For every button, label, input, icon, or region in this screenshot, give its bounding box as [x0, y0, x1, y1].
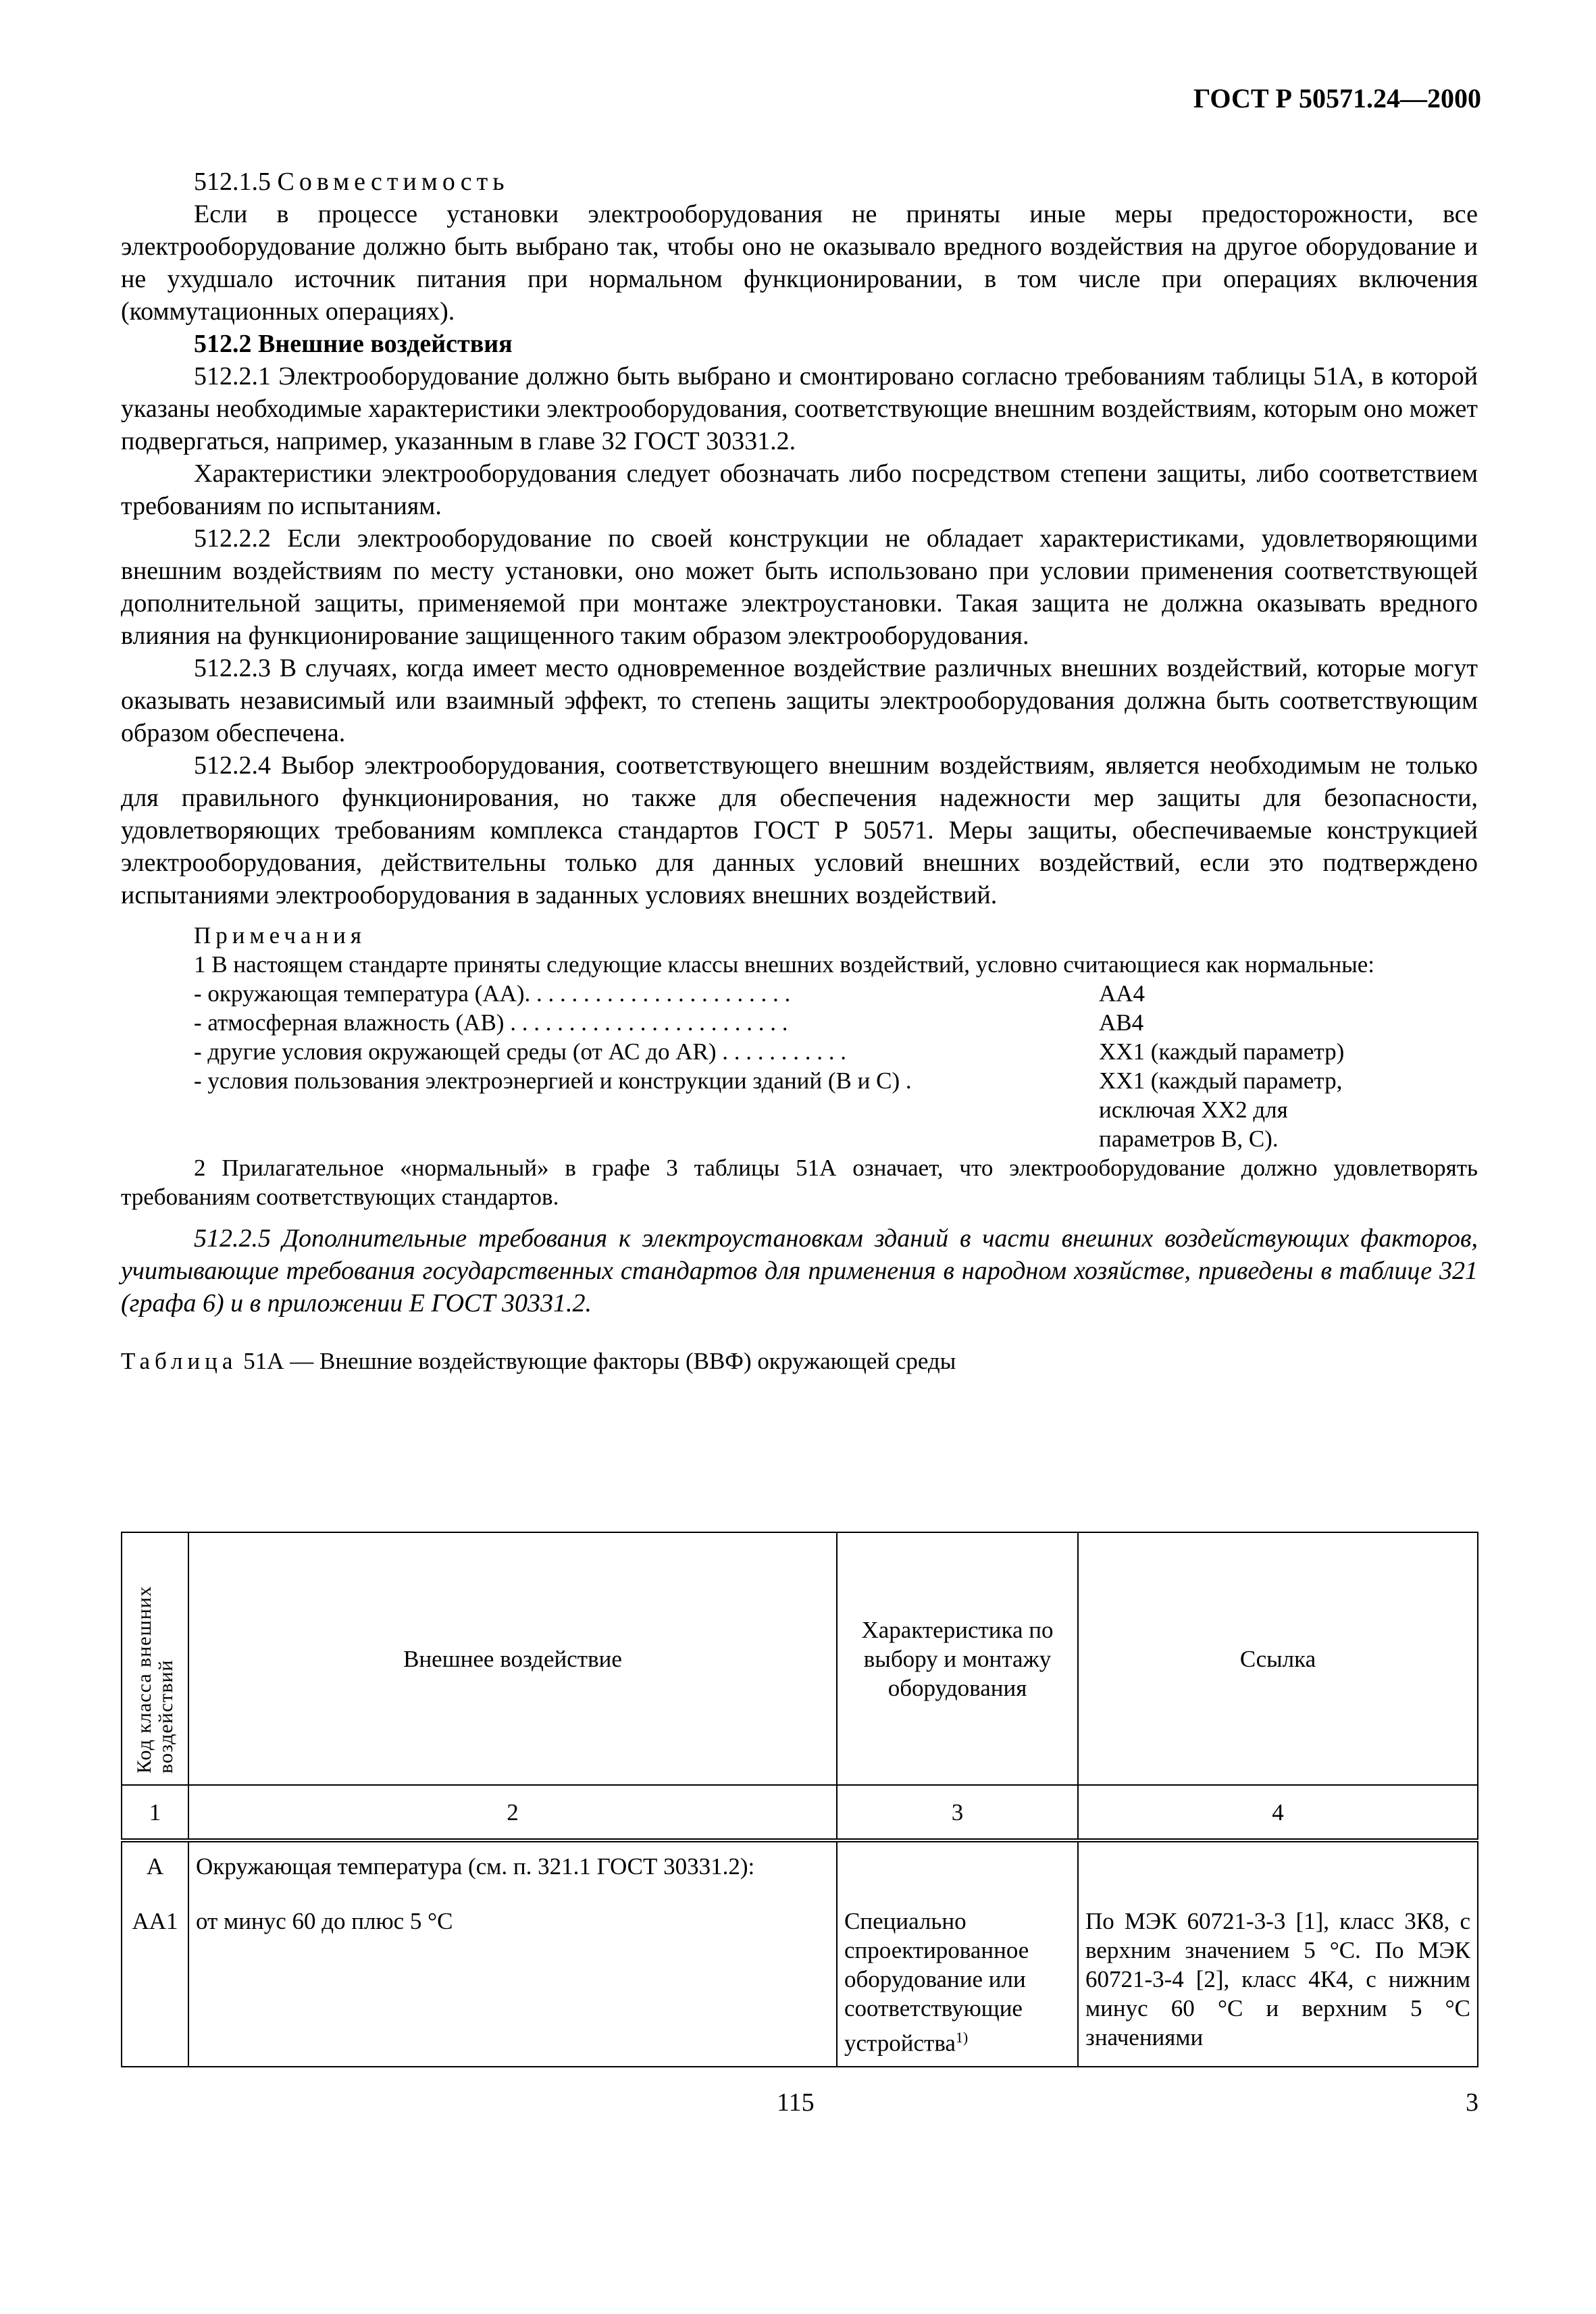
group-code: А — [146, 1853, 164, 1880]
table-51a — [121, 1532, 1478, 2067]
table-caption-word: Таблица — [121, 1348, 238, 1374]
page-number-right: 3 — [1466, 2088, 1478, 2117]
header-cell: Характеристика по выбору и монтажу оборудования — [837, 1532, 1078, 1785]
note-2: 2 Прилагательное «нормальный» в графе 3 таблицы 51А означает, что электрооборудование должно удовлетворять требованиям соответствующих стандартов. — [121, 1155, 1478, 1210]
class-list-item — [121, 1008, 1478, 1037]
code-cell — [122, 1840, 188, 2067]
page-number-center: 115 — [777, 2088, 815, 2117]
section-heading-512-2: 512.2 Внешние воздействия — [194, 330, 513, 358]
note-1: 1 В настоящем стандарте приняты следующие классы внешних воздействий, условно считающиеся как нормальные: — [194, 951, 1374, 978]
paragraph-512-2-5: 512.2.5 Дополнительные требования к электроустановкам зданий в части внешних воздействующих факторов, учитывающие требования государственных стандартов для применения в народном хозяйстве, приведены в таблице 321 (графа 6) и в приложении Е ГОСТ 30331.2. — [121, 1224, 1478, 1317]
column-number: 4 — [1078, 1785, 1478, 1840]
column-number: 1 — [122, 1785, 188, 1840]
paragraph: Характеристики электрооборудования следует обозначать либо посредством степени защиты, либо соответствием требованиям по испытаниям. — [121, 459, 1478, 520]
paragraph: 512.2.2 Если электрооборудование по своей конструкции не обладает характеристиками, удовлетворяющими внешним воздействиям по месту установки, оно может быть использовано при условии применения соответствующей дополнительной защиты, применяемой при монтаже электроустановки. Такая защита не должна оказывать вредного влияния на функционирование защищенного таким образом электрооборудования. — [121, 524, 1478, 650]
header-code: Код класса внешних воздействий — [132, 1586, 177, 1774]
row-code: АА1 — [132, 1908, 178, 1934]
paragraph: 512.2.4 Выбор электрооборудования, соответствующего внешним воздействиям, является необходимым не только для правильного функционирования, но также для обеспечения надежности мер защиты для безопасности, удовлетворяющих требованиям комплекса стандартов ГОСТ Р 50571. Меры защиты, обеспечиваемые конструкцией электрооборудования, действительны только для данных условий внешних воздействий, если это подтверждено испытаниями электрооборудования в заданных условиях внешних воздействий. — [121, 751, 1478, 909]
table-caption-text: 51А — Внешние воздействующие факторы (ВВФ) окружающей среды — [243, 1348, 956, 1374]
class-list-item — [121, 1066, 1478, 1153]
table-row — [122, 1840, 1478, 2067]
class-list-item — [121, 1037, 1478, 1066]
footnote-ref: 1) — [955, 2029, 969, 2046]
table-header-row — [122, 1532, 1478, 1785]
table-number-row — [122, 1785, 1478, 1840]
class-value: АА4 — [1099, 980, 1145, 1007]
notes-title: Примечания — [194, 922, 367, 949]
characteristic-text: Специально спроектированное оборудование или соответствующие устройства — [844, 1908, 1029, 2057]
group-text: Окружающая температура (см. п. 321.1 ГОСТ 30331.2): — [196, 1853, 755, 1880]
reference-cell: По МЭК 60721-3-3 [1], класс 3К8, с верхним значением 5 °С. По МЭК 60721-3-4 [2], класс 4К4, с нижним минус 60 °С и верхним 5 °С значениями — [1078, 1840, 1478, 2067]
class-label: - окружающая температура (АА). . . . . . . . . . . . . . . . . . . . . . . — [194, 980, 791, 1007]
table-caption — [121, 1345, 1478, 1378]
class-label: - атмосферная влажность (АВ) . . . . . . . . . . . . . . . . . . . . . . . . — [194, 1009, 788, 1036]
header-cell: Внешнее воздействие — [188, 1532, 837, 1785]
document-header: ГОСТ Р 50571.24—2000 — [1193, 83, 1481, 114]
impact-cell — [188, 1840, 837, 2067]
class-label: - условия пользования электроэнергией и конструкции зданий (В и С) . — [194, 1067, 912, 1094]
class-list-item — [121, 979, 1478, 1008]
notes — [121, 921, 1478, 1211]
column-number: 3 — [837, 1785, 1078, 1840]
paragraph: 512.2.1 Электрооборудование должно быть выбрано и смонтировано согласно требованиям таблицы 51А, в которой указаны необходимые характеристики электрооборудования, соответствующие внешним воздействиям, которым оно может подвергаться, например, указанным в главе 32 ГОСТ 30331.2. — [121, 362, 1478, 455]
header-cell — [122, 1532, 188, 1785]
document-body — [121, 166, 1478, 1378]
class-value: АВ4 — [1099, 1009, 1144, 1036]
header-cell: Ссылка — [1078, 1532, 1478, 1785]
class-value: XX1 (каждый параметр) — [1099, 1038, 1345, 1065]
column-number: 2 — [188, 1785, 837, 1840]
section-heading-512-1-5 — [121, 166, 1478, 198]
characteristic-cell — [837, 1840, 1078, 2067]
paragraph: 512.2.3 В случаях, когда имеет место одновременное воздействие различных внешних воздействий, которые могут оказывать независимый или взаимный эффект, то степень защиты электрооборудования должна быть соответствующим образом обеспечена. — [121, 654, 1478, 747]
section-number: 512.1.5 — [194, 168, 271, 196]
section-title: Совместимость — [277, 168, 509, 196]
class-label: - другие условия окружающей среды (от АС до AR) . . . . . . . . . . . — [194, 1038, 847, 1065]
paragraph: Если в процессе установки электрооборудования не приняты иные меры предосторожности, все электрооборудование должно быть выбрано так, чтобы оно не оказывало вредного воздействия на другое оборудование и не ухудшало источник питания при нормальном функционировании, в том числе при операциях включения (коммутационных операциях). — [121, 200, 1478, 326]
class-value: XX1 (каждый параметр, исключая ХХ2 для параметров В, С). — [1099, 1067, 1343, 1152]
row-text: от минус 60 до плюс 5 °С — [196, 1908, 453, 1934]
